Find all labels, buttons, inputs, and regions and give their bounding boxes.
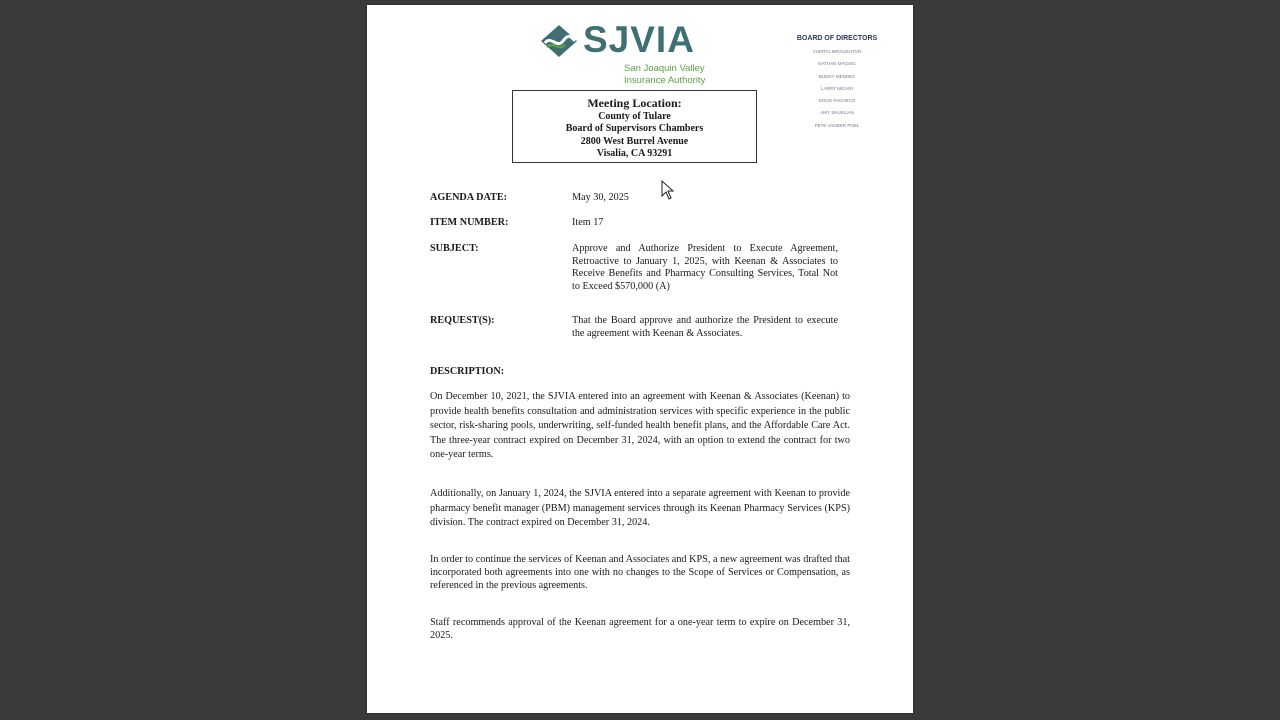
board-member: PETE VANDER POEL	[814, 122, 860, 128]
sjvia-emblem-icon	[539, 23, 579, 59]
board-member: BUDDY MENDES	[818, 73, 856, 79]
logo-subtitle-line1: San Joaquin Valley	[624, 63, 705, 74]
description-paragraph: Staff recommends approval of the Keenan agreement for a one-year term to expire on December 31, 2025.	[430, 617, 850, 641]
item-number-value: Item 17	[572, 217, 604, 228]
meeting-location-line: 2800 West Burrel Avenue	[580, 135, 689, 147]
meeting-location-line: County of Tulare	[598, 111, 671, 122]
board-member: NATHAN MAGSIG	[818, 61, 856, 67]
description-heading: DESCRIPTION:	[430, 366, 505, 377]
logo-subtitle-line2: Insurance Authority	[624, 75, 706, 86]
board-member-list	[787, 46, 887, 132]
subject-value: Approve and Authorize President to Execute Agreement, Retroactive to January 1, 2025, with Keenan & Associates to Receive Benefits and Pharmacy Consulting Services, Total Not to Exceed $570,000 (A)	[572, 243, 838, 292]
meeting-location-line: Board of Supervisors Chambers	[565, 123, 704, 135]
meeting-location-title: Meeting Location:	[587, 96, 682, 110]
meeting-location-line: Visalia, CA 93291	[596, 148, 673, 160]
description-paragraph: In order to continue the services of Keenan and Associates and KPS, a new agreement was drafted that incorporated both agreements into one with no changes to the Scope of Services or Compensation, as referenced in the previous agreements.	[430, 554, 850, 591]
board-member: LARRY MICARI	[821, 85, 853, 91]
request-value: That the Board approve and authorize the President to execute the agreement with Keenan & Associates.	[572, 315, 838, 339]
mouse-pointer-icon	[661, 180, 675, 200]
board-title: BOARD OF DIRECTORS	[796, 35, 878, 42]
agenda-date-value: May 30, 2025	[572, 192, 629, 203]
logo-wordmark: SJVIA	[583, 19, 695, 60]
logo-subtitle	[624, 63, 705, 87]
sjvia-logo	[539, 19, 719, 89]
request-label: REQUEST(S):	[430, 315, 495, 326]
board-member: AMY SHUKLIAN	[820, 110, 854, 116]
meeting-location-box	[512, 90, 757, 163]
board-of-directors	[787, 35, 887, 132]
board-member: DOUG PACHECO	[818, 98, 856, 104]
subject-label: SUBJECT:	[430, 243, 479, 254]
item-number-label: ITEM NUMBER:	[430, 217, 509, 228]
description-paragraph: Additionally, on January 1, 2024, the SJVIA entered into a separate agreement with Keenan to provide pharmacy benefit manager (PBM) management services through its Keenan Pharmacy Services (KPS) division. The contract expired on December 31, 2024.	[430, 488, 850, 528]
document-page	[367, 5, 913, 713]
board-member: CHERYL BROUGHTON	[812, 49, 862, 54]
description-paragraph: On December 10, 2021, the SJVIA entered into an agreement with Keenan & Associates (Keenan) to provide health benefits consultation and administration services with specific experience in the public sector, risk-sharing pools, underwriting, self-funded health benefit plans, and the Affordable Care Act. The three-year contract expired on December 31, 2024, with an option to extend the contract for two one-year terms.	[430, 391, 850, 460]
agenda-date-label: AGENDA DATE:	[430, 192, 508, 203]
